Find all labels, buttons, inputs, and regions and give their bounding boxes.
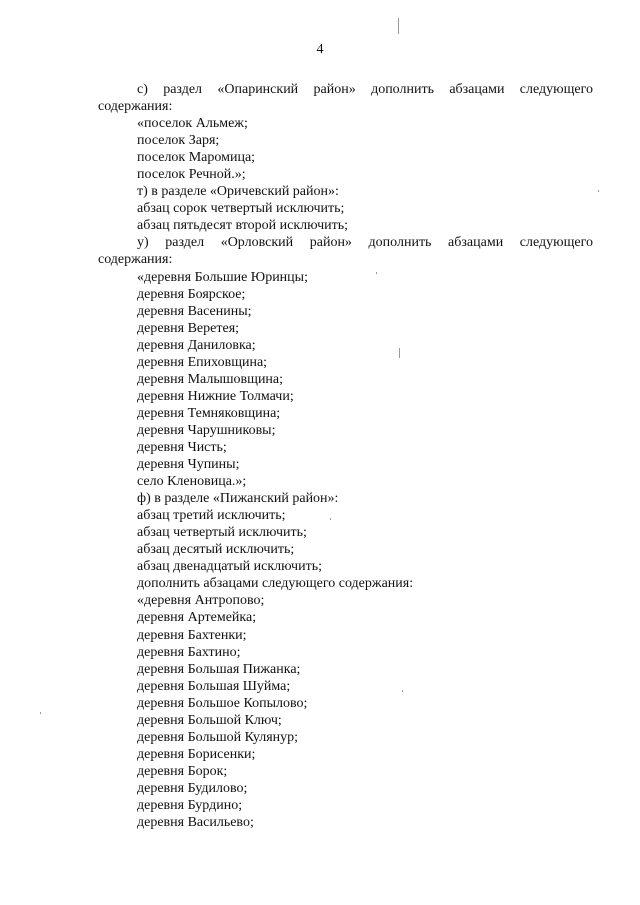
section-f-item: деревня Борисенки; — [137, 746, 256, 762]
section-f-item: деревня Большой Кулянур; — [137, 729, 299, 745]
section-s-item: поселок Заря; — [137, 133, 220, 149]
document-body — [98, 81, 593, 831]
section-f-item: деревня Будилово; — [137, 780, 248, 796]
section-u-item: деревня Чисть; — [137, 439, 227, 455]
scan-speck — [398, 18, 399, 34]
section-u-line-1: у) раздел «Орловский район» дополнить абзацами следующего — [137, 235, 593, 251]
section-u-item: деревня Нижние Толмачи; — [137, 388, 294, 404]
section-f-item: деревня Большая Шуйма; — [137, 678, 291, 694]
section-f-item: «деревня Антропово; — [137, 593, 265, 609]
section-f-exclusion: абзац четвертый исключить; — [137, 525, 307, 541]
section-u-item: деревня Чарушниковы; — [137, 422, 276, 438]
section-s-item: поселок Маромица; — [137, 150, 256, 166]
section-u-item: деревня Чупины; — [137, 457, 240, 473]
section-u-item: деревня Васенины; — [137, 303, 252, 319]
scan-speck — [376, 272, 377, 274]
section-f-item: деревня Борок; — [137, 763, 228, 779]
section-t-heading: т) в разделе «Оричевский район»: — [137, 184, 339, 200]
scan-speck — [402, 690, 403, 692]
section-u-item: деревня Темняковщина; — [137, 405, 281, 421]
section-u-item: деревня Епиховщина; — [137, 354, 268, 370]
section-u-line-2: содержания: — [98, 252, 173, 268]
section-u-item: деревня Даниловка; — [137, 337, 256, 353]
section-u-item: село Кленовица.»; — [137, 474, 247, 490]
section-t-item: абзац сорок четвертый исключить; — [137, 201, 345, 217]
section-f-add-intro: дополнить абзацами следующего содержания: — [137, 576, 414, 592]
section-u-item: деревня Малышовщина; — [137, 371, 284, 387]
section-f-item: деревня Бурдино; — [137, 797, 243, 813]
section-s-line-1: с) раздел «Опаринский район» дополнить абзацами следующего — [137, 82, 593, 97]
section-s-item: поселок Речной.»; — [137, 167, 246, 183]
section-f-item: деревня Большой Ключ; — [137, 712, 282, 728]
section-f-item: деревня Большое Копылово; — [137, 695, 308, 711]
scan-speck — [40, 712, 41, 714]
section-u-item: деревня Боярское; — [137, 286, 246, 302]
section-f-item: деревня Большая Пижанка; — [137, 661, 301, 677]
section-f-item: деревня Бахтенки; — [137, 627, 247, 643]
section-f-item: деревня Васильево; — [137, 815, 254, 831]
section-f-item: деревня Бахтино; — [137, 644, 241, 660]
section-t-item: абзац пятьдесят второй исключить; — [137, 218, 348, 234]
section-u-item: «деревня Большие Юринцы; — [137, 269, 308, 285]
scan-speck — [330, 518, 331, 520]
page-number: 4 — [316, 42, 324, 57]
section-f-exclusion: абзац двенадцатый исключить; — [137, 559, 322, 575]
scan-speck — [399, 348, 400, 358]
section-s-item: «поселок Альмеж; — [137, 116, 248, 132]
section-f-heading: ф) в разделе «Пижанский район»: — [137, 491, 339, 507]
section-f-exclusion: абзац десятый исключить; — [137, 542, 295, 558]
section-f-item: деревня Артемейка; — [137, 610, 257, 626]
section-u-item: деревня Веретея; — [137, 320, 240, 336]
section-f-exclusion: абзац третий исключить; — [137, 508, 286, 524]
section-s-line-2: содержания: — [98, 99, 173, 115]
scan-speck — [598, 190, 599, 192]
